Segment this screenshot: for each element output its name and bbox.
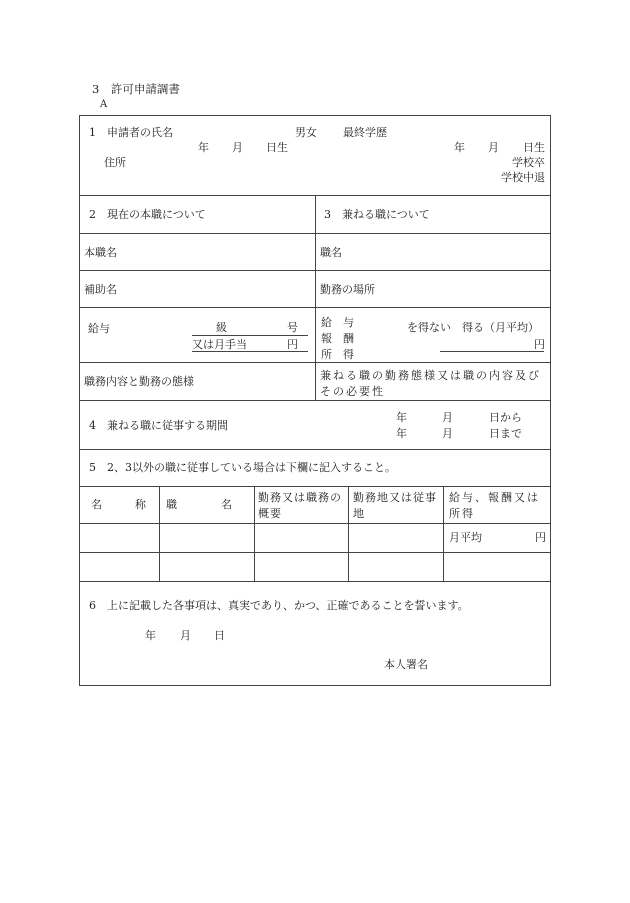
from-month: 月 [442, 411, 453, 424]
concurrent-job-heading: 3 兼ねる職について [324, 208, 430, 221]
grad-month: 月 [488, 141, 499, 154]
job-title-label: 本職名 [84, 246, 117, 259]
divider [79, 449, 551, 450]
yen-label: 円 [535, 531, 546, 544]
pay-type-label: 給 与 報 酬 所 得 [321, 316, 354, 361]
duties-label: 職務内容と勤務の態様 [84, 375, 194, 388]
from-year: 年 [396, 411, 407, 424]
underline [192, 351, 308, 352]
monthly-avg-label: 月平均 [449, 531, 482, 544]
col-pay: 給与、報酬又は所得 [449, 491, 540, 520]
education-label: 最終学歴 [343, 126, 387, 139]
date-month: 月 [180, 629, 191, 642]
dropped-label: 学校中退 [501, 171, 545, 184]
grad-year: 年 [454, 141, 465, 154]
other-jobs-heading: 5 2、3以外の職に従事している場合は下欄に記入すること。 [89, 461, 396, 474]
column-divider [159, 486, 160, 581]
col-place: 勤務地又は従事地 [353, 491, 437, 520]
grad-day: 日生 [523, 141, 545, 154]
divider [79, 552, 551, 553]
birth-month: 月 [232, 141, 243, 154]
gender-label: 男女 [295, 126, 317, 139]
to-month: 月 [442, 427, 453, 440]
date-day: 日 [214, 629, 225, 642]
form-code: A [100, 99, 108, 110]
declaration-text: 6 上に記載した各事項は、真実であり、かつ、正確であることを誓います。 [89, 599, 469, 612]
from-day: 日から [489, 411, 522, 424]
date-year: 年 [145, 629, 156, 642]
workplace-label: 勤務の場所 [320, 283, 375, 296]
aux-title-label: 補助名 [84, 283, 117, 296]
yen-label: 円 [534, 338, 545, 351]
col-job: 職 名 [166, 498, 232, 511]
divider [79, 523, 551, 524]
salary-label: 給与 [88, 322, 110, 335]
underline [440, 351, 544, 352]
col-duties: 勤務又は職務の概要 [258, 491, 342, 520]
pay-options: を得ない 得る（月平均） [407, 321, 539, 334]
to-day: 日まで [489, 427, 522, 440]
graduated-label: 学校卒 [512, 156, 545, 169]
address-label: 住所 [104, 156, 126, 169]
column-divider [254, 486, 255, 581]
column-divider [348, 486, 349, 581]
signature-label: 本人署名 [384, 658, 428, 671]
period-label: 4 兼ねる職に従事する期間 [89, 419, 228, 432]
applicant-name-label: 1 申請者の氏名 [89, 126, 173, 139]
column-divider [315, 195, 316, 400]
divider [79, 581, 551, 582]
to-year: 年 [396, 427, 407, 440]
concurrent-title-label: 職名 [320, 246, 342, 259]
birth-day: 日生 [266, 141, 288, 154]
form-title: 3 許可申請調書 [92, 82, 180, 96]
grade-no-label: 号 [287, 321, 298, 334]
divider [79, 486, 551, 487]
birth-year: 年 [198, 141, 209, 154]
current-job-heading: 2 現在の本職について [89, 208, 206, 221]
yen-label: 円 [287, 338, 298, 351]
divider [79, 400, 551, 401]
grade-label: 級 [216, 321, 227, 334]
concurrent-condition-label: 兼ねる職の勤務態様又は職の内容及び その必要性 [320, 369, 541, 398]
underline [192, 335, 308, 336]
col-name: 名 称 [91, 498, 146, 511]
column-divider [443, 486, 444, 581]
monthly-allowance-label: 又は月手当 [192, 338, 247, 351]
